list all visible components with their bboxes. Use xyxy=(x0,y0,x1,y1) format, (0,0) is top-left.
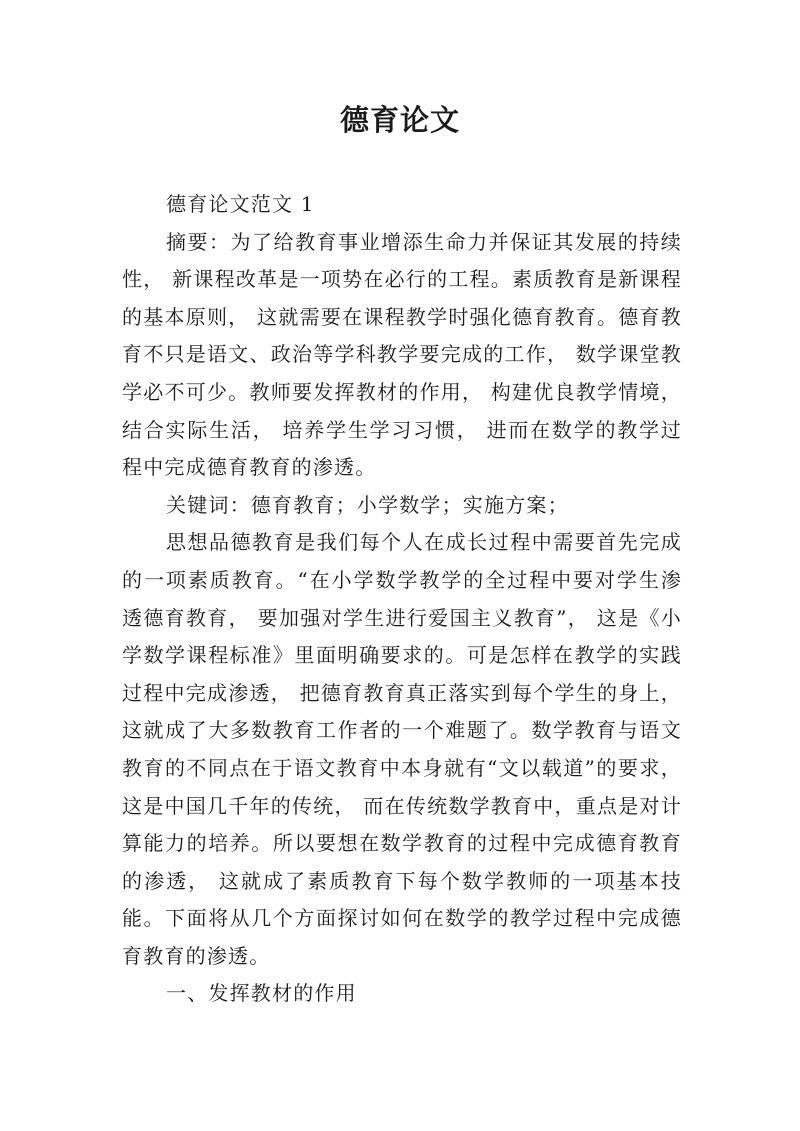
body-paragraph: 思想品德教育是我们每个人在成长过程中需要首先完成的一项素质教育。“在小学数学教学的全过程中要对学生渗透德育教育， 要加强对学生进行爱国主义教育”， 这是《小学数学课程标准》里面明确要求的。可是怎样在教学的实践过程中完成渗透， 把德育教育真正落实到每个学生的身上， 这就成了大多数教育工作者的一个难题了。数学教育与语文教育的不同点在于语文教育中本身就有“文以载道”的要求， 这是中国几千年的传统， 而在传统数学教育中，重点是对计算能力的培养。所以要想在数学教育的过程中完成德育教育的渗透， 这就成了素质教育下每个数学教师的一项基本技能。下面将从几个方面探讨如何在数学的教学过程中完成德育教育的渗透。 xyxy=(122,530,682,968)
document-title: 德育论文 xyxy=(339,103,460,137)
keywords-paragraph: 关键词：德育教育；小学数学；实施方案； xyxy=(166,492,569,517)
section-heading-1: 一、发挥教材的作用 xyxy=(166,981,357,1006)
abstract-paragraph: 摘要：为了给教育事业增添生命力并保证其发展的持续性， 新课程改革是一项势在必行的工程。素质教育是新课程的基本原则， 这就需要在课程教学时强化德育教育。德育教育不只是语文、政治等学科教学要完成的工作， 数学课堂教学必不可少。教师要发挥教材的作用， 构建优良教学情境， 结合实际生活， 培养学生学习习惯， 进而在数学的教学过程中完成德育教育的渗透。 xyxy=(122,229,682,480)
section-heading-sample-1: 德育论文范文 1 xyxy=(166,192,315,216)
document-body xyxy=(122,186,682,1013)
